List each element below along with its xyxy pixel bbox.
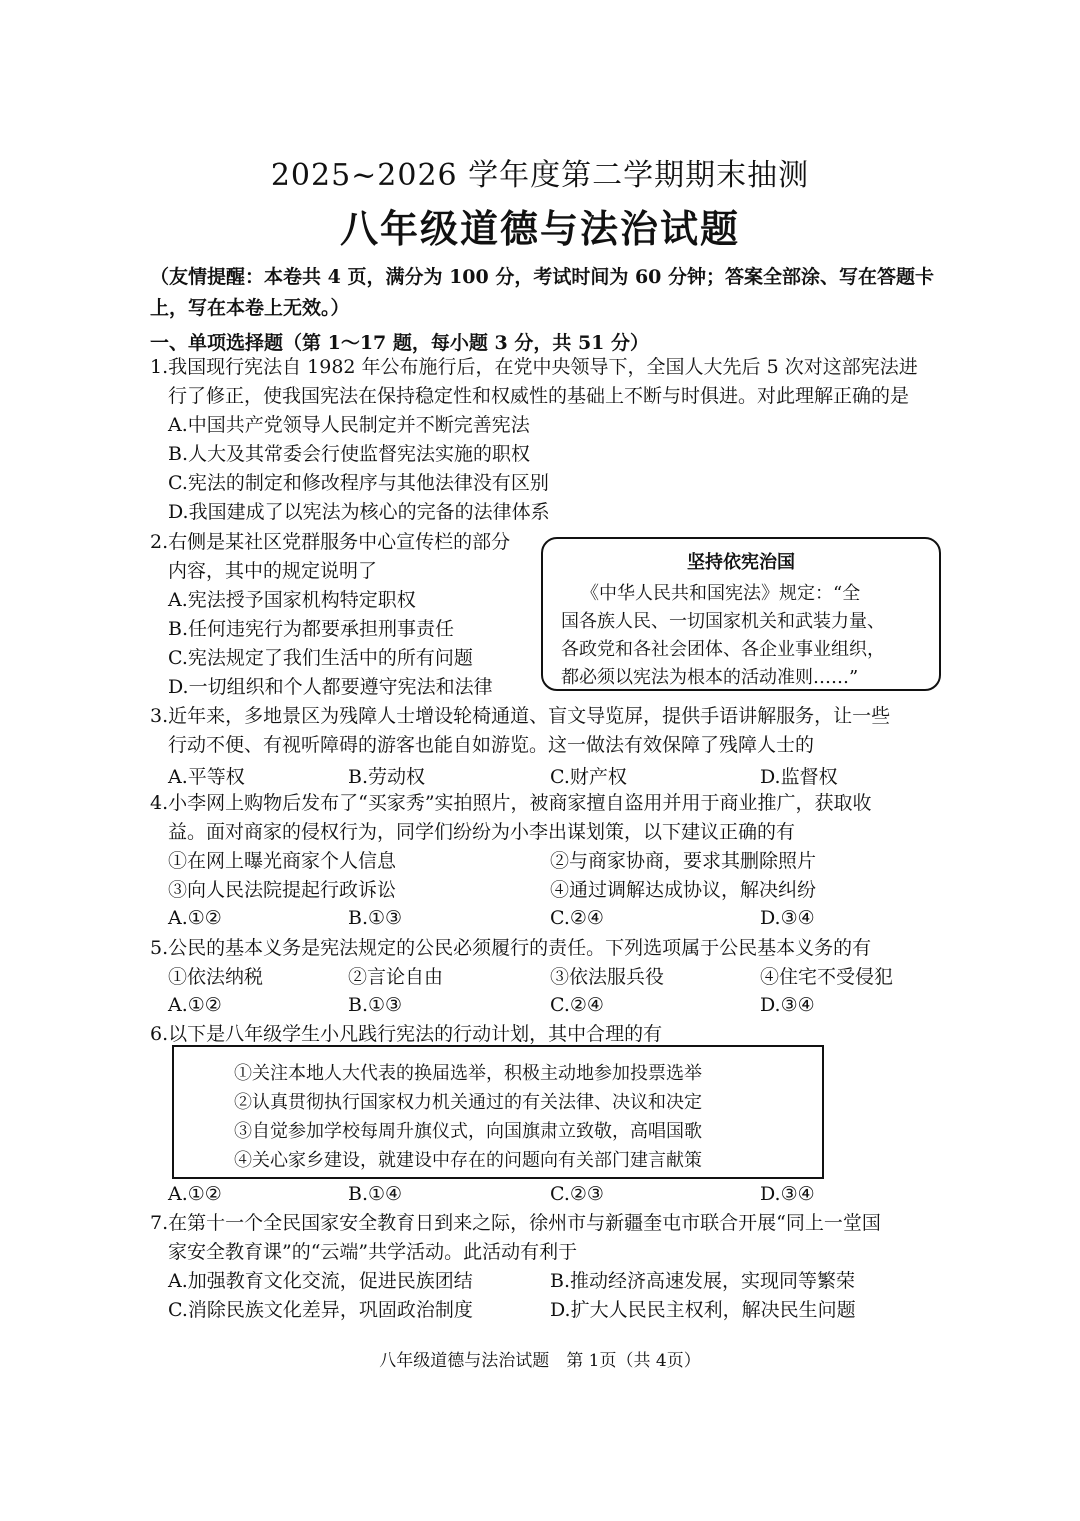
q1-option-b: B.人大及其常委会行使监督宪法实施的职权	[168, 443, 531, 465]
q2-stem-line2: 内容，其中的规定说明了	[168, 560, 378, 582]
q4-option-b: B.①③	[348, 907, 403, 929]
q7-option-a: A.加强教育文化交流，促进民族团结	[168, 1270, 473, 1292]
q2-stem-line1: 2.右侧是某社区党群服务中心宣传栏的部分	[150, 531, 511, 553]
q7-option-d: D.扩大人民民主权利，解决民生问题	[550, 1299, 856, 1321]
q1-stem-line1: 1.我国现行宪法自 1982 年公布施行后，在党中央领导下，全国人大先后 5 次对这部宪法进	[150, 356, 918, 378]
plan-item-4: ④关心家乡建设，就建设中存在的问题向有关部门建言献策	[234, 1150, 702, 1171]
q4-stem-line1: 4.小李网上购物后发布了“买家秀”实拍照片，被商家擅自盗用并用于商业推广，获取收	[150, 792, 872, 814]
q4-option-a: A.①②	[168, 907, 222, 929]
exam-notice: （友情提醒：本卷共 4 页，满分为 100 分，考试时间为 60 分钟；答案全部涂、写在答题卡上，写在本卷上无效。）	[150, 266, 935, 319]
plan-item-3: ③自觉参加学校每周升旗仪式，向国旗肃立致敬，高唱国歌	[234, 1121, 702, 1142]
exam-term-title: 2025~2026 学年度第二学期期末抽测	[270, 158, 810, 193]
q2-option-d: D.一切组织和个人都要遵守宪法和法律	[168, 676, 493, 698]
q5-item-4: ④住宅不受侵犯	[760, 966, 894, 988]
box-line-4: 都必须以宪法为根本的活动准则……”	[561, 667, 859, 688]
q5-option-c: C.②④	[550, 994, 604, 1016]
q6-option-a: A.①②	[168, 1183, 222, 1205]
q6-option-c: C.②③	[550, 1183, 604, 1205]
q2-option-c: C.宪法规定了我们生活中的所有问题	[168, 647, 473, 669]
q6-stem-line1: 6.以下是八年级学生小凡践行宪法的行动计划，其中合理的有	[150, 1023, 663, 1045]
q4-item-3: ③向人民法院提起行政诉讼	[168, 879, 397, 901]
q7-stem-line2: 家安全教育课”的“云端”共学活动。此活动有利于	[168, 1241, 578, 1263]
box-title: 坚持依宪治国	[687, 552, 795, 573]
q5-option-d: D.③④	[760, 994, 815, 1016]
constitution-notice-box	[541, 537, 941, 691]
q7-option-c: C.消除民族文化差异，巩固政治制度	[168, 1299, 473, 1321]
q5-option-b: B.①③	[348, 994, 403, 1016]
q3-stem-line2: 行动不便、有视听障碍的游客也能自如游览。这一做法有效保障了残障人士的	[168, 734, 815, 756]
q3-stem-line1: 3.近年来，多地景区为残障人士增设轮椅通道、盲文导览屏，提供手语讲解服务，让一些	[150, 705, 891, 727]
q1-option-c: C.宪法的制定和修改程序与其他法律没有区别	[168, 472, 549, 494]
q3-option-a: A.平等权	[168, 766, 245, 788]
q4-item-2: ②与商家协商，要求其删除照片	[550, 850, 817, 872]
exam-subject-title: 八年级道德与法治试题	[339, 206, 740, 251]
q5-item-1: ①依法纳税	[168, 966, 264, 988]
box-line-2: 国各族人民、一切国家机关和武装力量、	[561, 611, 885, 632]
q2-option-b: B.任何违宪行为都要承担刑事责任	[168, 618, 455, 640]
q6-option-d: D.③④	[760, 1183, 815, 1205]
q1-stem-line2: 行了修正，使我国宪法在保持稳定性和权威性的基础上不断与时俱进。对此理解正确的是	[168, 385, 910, 407]
q3-option-c: C.财产权	[550, 766, 627, 788]
plan-item-1: ①关注本地人大代表的换届选举，积极主动地参加投票选举	[234, 1063, 702, 1084]
q4-option-d: D.③④	[760, 907, 815, 929]
q2-option-a: A.宪法授予国家机构特定职权	[168, 589, 416, 611]
box-line-1: 《中华人民共和国宪法》规定：“全	[581, 583, 861, 604]
q7-stem-line1: 7.在第十一个全民国家安全教育日到来之际，徐州市与新疆奎屯市联合开展“同上一堂国	[150, 1212, 881, 1234]
page-footer: 八年级道德与法治试题 第 1页（共 4页）	[379, 1351, 701, 1371]
q1-option-a: A.中国共产党领导人民制定并不断完善宪法	[168, 414, 530, 436]
q7-option-b: B.推动经济高速发展，实现同等繁荣	[550, 1270, 856, 1292]
q4-item-1: ①在网上曝光商家个人信息	[168, 850, 397, 872]
section-heading: 一、单项选择题（第 1～17 题，每小题 3 分，共 51 分）	[150, 332, 650, 354]
q4-item-4: ④通过调解达成协议，解决纠纷	[550, 879, 817, 901]
q3-option-d: D.监督权	[760, 766, 838, 788]
q5-item-2: ②言论自由	[348, 966, 444, 988]
q3-option-b: B.劳动权	[348, 766, 426, 788]
q5-stem-line1: 5.公民的基本义务是宪法规定的公民必须履行的责任。下列选项属于公民基本义务的有	[150, 937, 872, 959]
box-line-3: 各政党和各社会团体、各企业事业组织，	[561, 639, 885, 660]
q4-option-c: C.②④	[550, 907, 604, 929]
q5-item-3: ③依法服兵役	[550, 966, 665, 988]
q1-option-d: D.我国建成了以宪法为核心的完备的法律体系	[168, 501, 550, 523]
q5-option-a: A.①②	[168, 994, 222, 1016]
q4-stem-line2: 益。面对商家的侵权行为，同学们纷纷为小李出谋划策，以下建议正确的有	[168, 821, 796, 843]
q6-option-b: B.①④	[348, 1183, 403, 1205]
action-plan-box	[172, 1045, 824, 1179]
plan-item-2: ②认真贯彻执行国家权力机关通过的有关法律、决议和决定	[234, 1092, 702, 1113]
